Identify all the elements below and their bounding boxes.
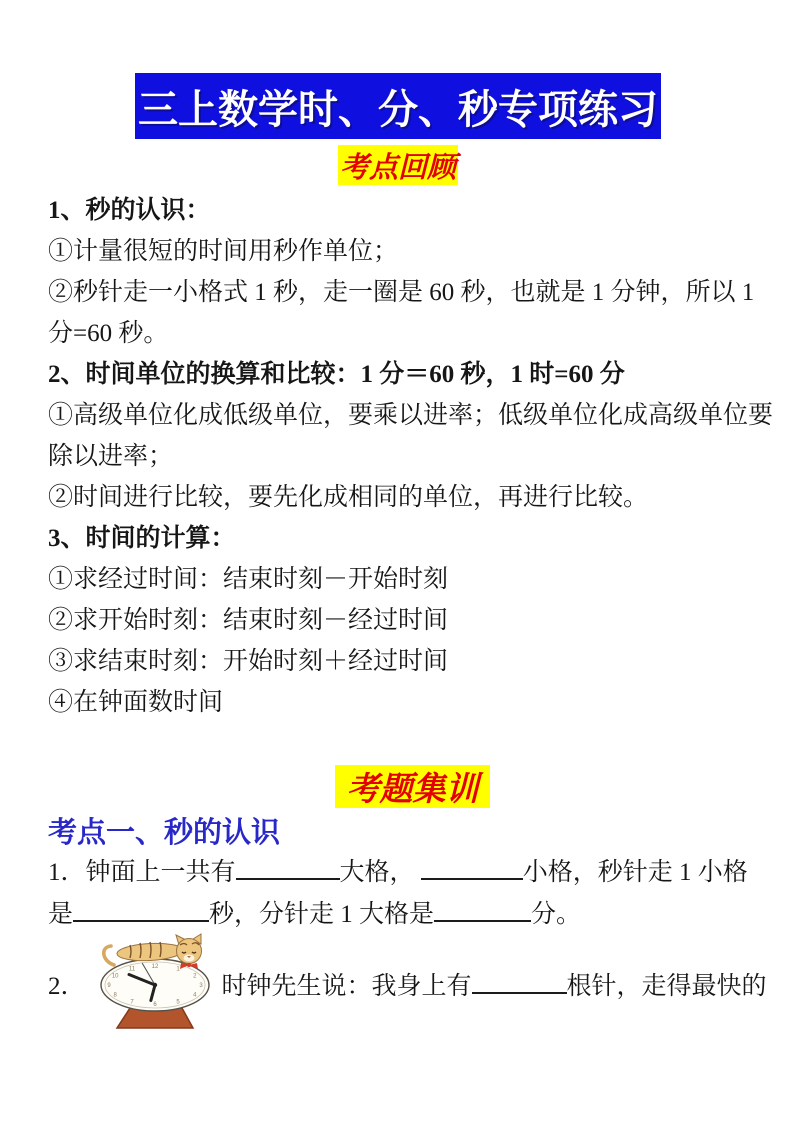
review-line: 2、时间单位的换算和比较：1 分＝60 秒，1 时=60 分: [48, 361, 625, 388]
review-line: ①求经过时间：结束时刻－开始时刻: [48, 566, 449, 593]
question-text-segment: 根针，走得最快的: [566, 972, 767, 1000]
fill-in-blank: [434, 898, 531, 923]
fill-in-blank: [73, 898, 209, 923]
clock-number: 6: [152, 1002, 157, 1009]
clock-number: 10: [111, 973, 119, 980]
fill-in-blank: [236, 856, 340, 881]
review-line: 分=60 秒。: [48, 320, 169, 347]
review-line: ①计量很短的时间用秒作单位；: [48, 238, 399, 265]
question-text-segment: 分。: [531, 901, 582, 928]
review-line: 1、秒的认识：: [48, 197, 211, 224]
cat-clock-illustration: [98, 932, 216, 1035]
clock-number: 4: [192, 992, 197, 999]
clock-number: 1: [175, 966, 180, 973]
question-1-line-1: [48, 852, 758, 894]
clock-number: 11: [128, 966, 135, 973]
review-line: ①高级单位化成低级单位，要乘以进率；低级单位化成高级单位要: [48, 402, 774, 429]
review-line: 除以进率；: [48, 443, 174, 470]
topic1-heading: 考点一、秒的认识: [48, 817, 281, 849]
clock-number: 9: [106, 983, 111, 990]
clock-number: 12: [151, 964, 158, 971]
fill-in-blank: [472, 969, 567, 994]
clock-number: 3: [198, 983, 203, 990]
question-text-segment: 是: [48, 901, 74, 928]
review-tag: 考点回顾: [338, 145, 458, 185]
review-line: ③求结束时刻：开始时刻＋经过时间: [48, 648, 449, 675]
question-2-text: [222, 966, 767, 1002]
fill-in-blank: [421, 856, 523, 881]
question-1-line-2: [48, 894, 758, 936]
question-1: [48, 852, 758, 936]
clock-center: [152, 983, 156, 987]
question-2: [48, 932, 768, 1035]
clock-number: 5: [175, 999, 180, 1006]
review-line: ②时间进行比较，要先化成相同的单位，再进行比较。: [48, 484, 649, 511]
clock-number: 8: [113, 992, 117, 999]
review-line: ②秒针走一小格式 1 秒，走一圈是 60 秒，也就是 1 分钟，所以 1: [48, 279, 755, 306]
review-line: 3、时间的计算：: [48, 525, 236, 552]
question-text-segment: 1．钟面上一共有: [48, 859, 236, 886]
question-text-segment: 时钟先生说：我身上有: [221, 972, 472, 1000]
page-title: 三上数学时、分、秒专项练习: [135, 73, 661, 139]
review-section: [48, 190, 774, 723]
review-line: ②求开始时刻：结束时刻－经过时间: [48, 607, 449, 634]
clock-illustration: [98, 932, 216, 1030]
practice-tag: 考题集训: [335, 765, 490, 808]
question-2-number: 2．: [48, 972, 86, 1000]
question-text-segment: 小格，秒针走 1 小格: [522, 859, 748, 886]
clock-number: 2: [192, 973, 197, 980]
question-text-segment: 大格，: [339, 859, 421, 886]
question-text-segment: 秒，分针走 1 大格是: [209, 901, 435, 928]
review-line: ④在钟面数时间: [48, 689, 224, 716]
clock-number: 7: [129, 999, 134, 1006]
